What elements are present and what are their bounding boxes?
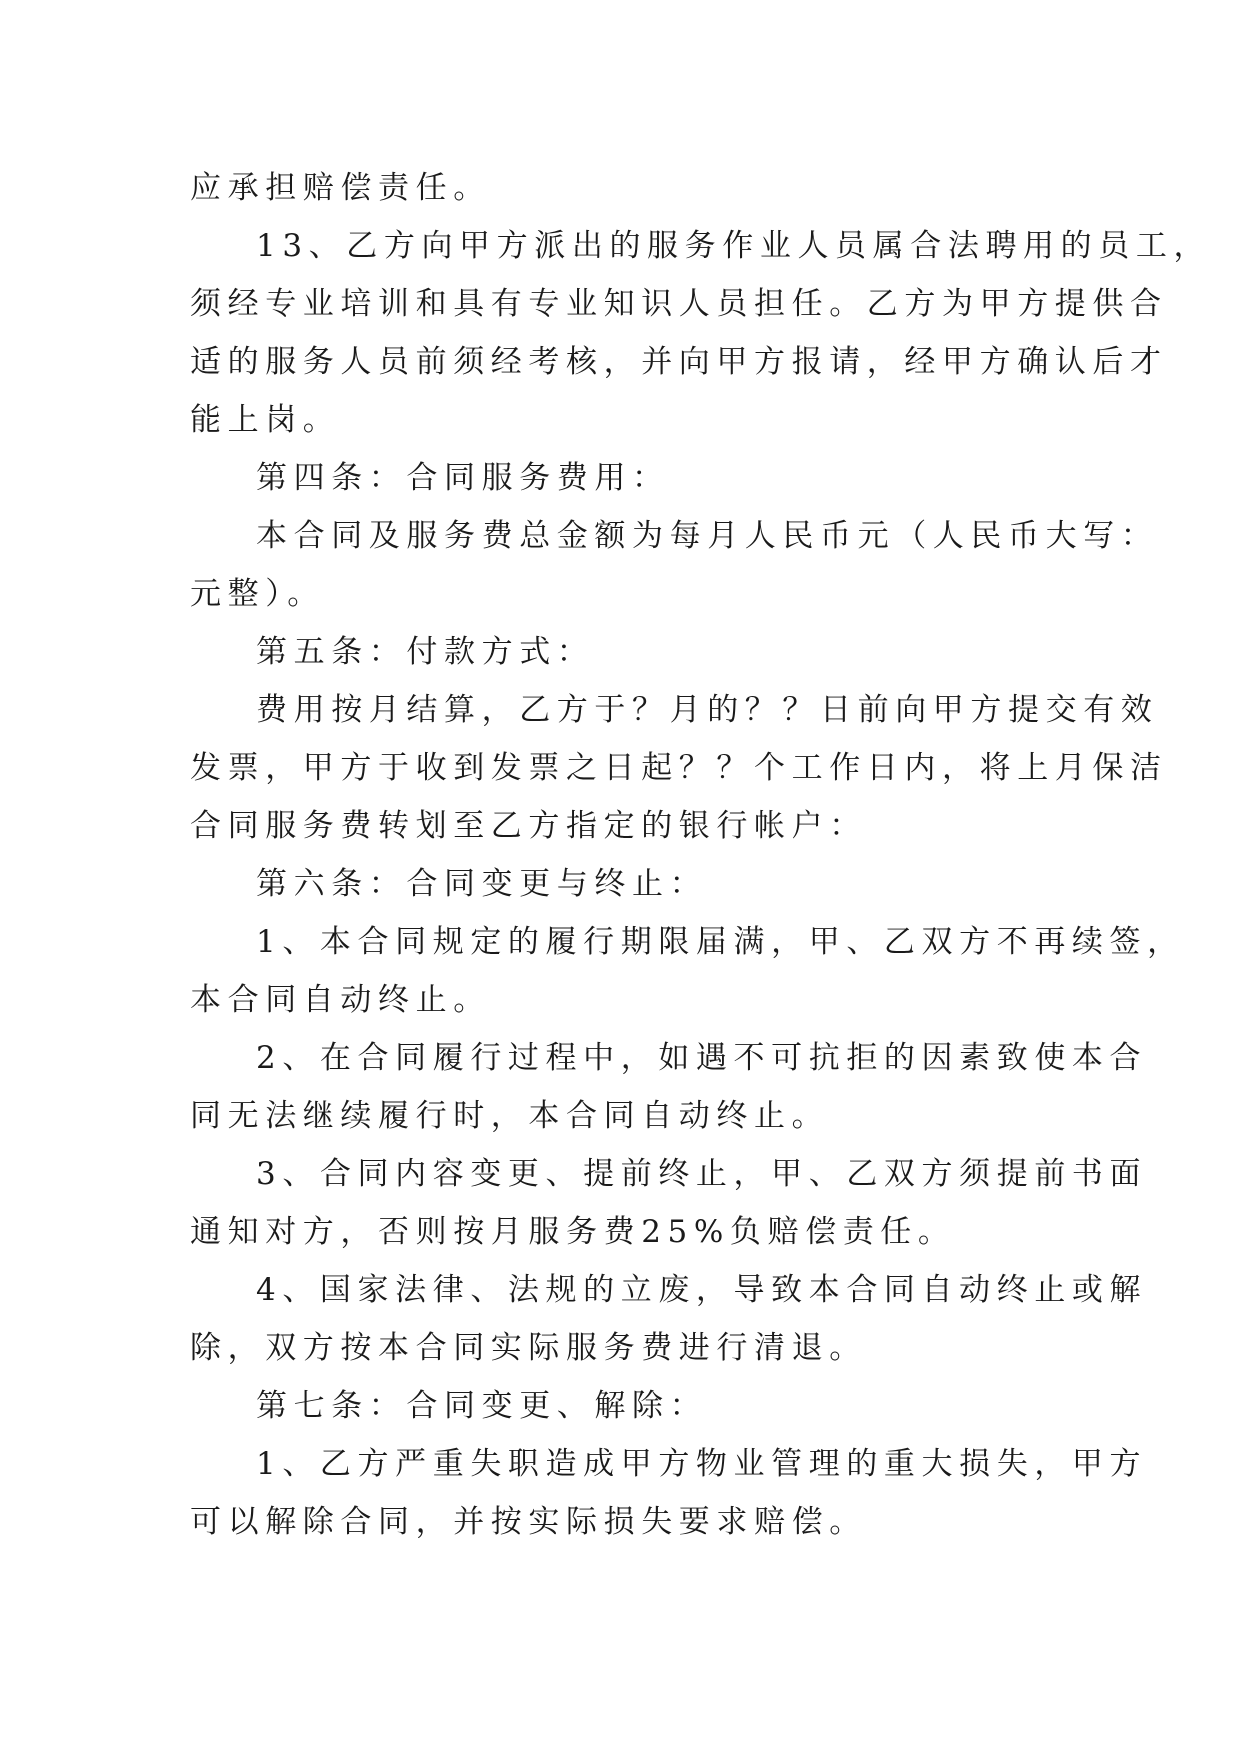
text-line: 本合同及服务费总金额为每月人民币元（人民币大写： [256,518,1159,554]
text-line: 须经专业培训和具有专业知识人员担任。乙方为甲方提供合 [190,286,1168,322]
text-line: 1、乙方严重失职造成甲方物业管理的重大损失，甲方 [256,1446,1148,1482]
text-line: 4、国家法律、法规的立废，导致本合同自动终止或解 [256,1272,1148,1308]
section-heading: 第七条：合同变更、解除： [256,1388,708,1424]
text-line: 应承担赔偿责任。 [190,170,491,206]
text-line: 发票，甲方于收到发票之日起？？个工作日内，将上月保洁 [190,750,1168,786]
text-line: 元整）。 [190,576,325,612]
section-heading: 第四条：合同服务费用： [256,460,670,496]
section-heading: 第六条：合同变更与终止： [256,866,708,902]
text-line: 除，双方按本合同实际服务费进行清退。 [190,1330,867,1366]
text-line: 同无法继续履行时，本合同自动终止。 [190,1098,830,1134]
text-line: 1、本合同规定的履行期限届满，甲、乙双方不再续签， [256,924,1185,960]
text-line: 合同服务费转划至乙方指定的银行帐户： [190,808,867,844]
text-line: 可以解除合同，并按实际损失要求赔偿。 [190,1504,867,1540]
text-line: 适的服务人员前须经考核，并向甲方报请，经甲方确认后才 [190,344,1168,380]
text-line: 13、乙方向甲方派出的服务作业人员属合法聘用的员工， [256,228,1212,264]
text-line: 3、合同内容变更、提前终止，甲、乙双方须提前书面 [256,1156,1148,1192]
text-line: 通知对方，否则按月服务费25%负赔偿责任。 [190,1214,956,1250]
text-line: 能上岗。 [190,402,341,438]
text-line: 本合同自动终止。 [190,982,491,1018]
text-line: 费用按月结算，乙方于？月的？？日前向甲方提交有效 [256,692,1159,728]
section-heading: 第五条：付款方式： [256,634,595,670]
text-line: 2、在合同履行过程中，如遇不可抗拒的因素致使本合 [256,1040,1148,1076]
